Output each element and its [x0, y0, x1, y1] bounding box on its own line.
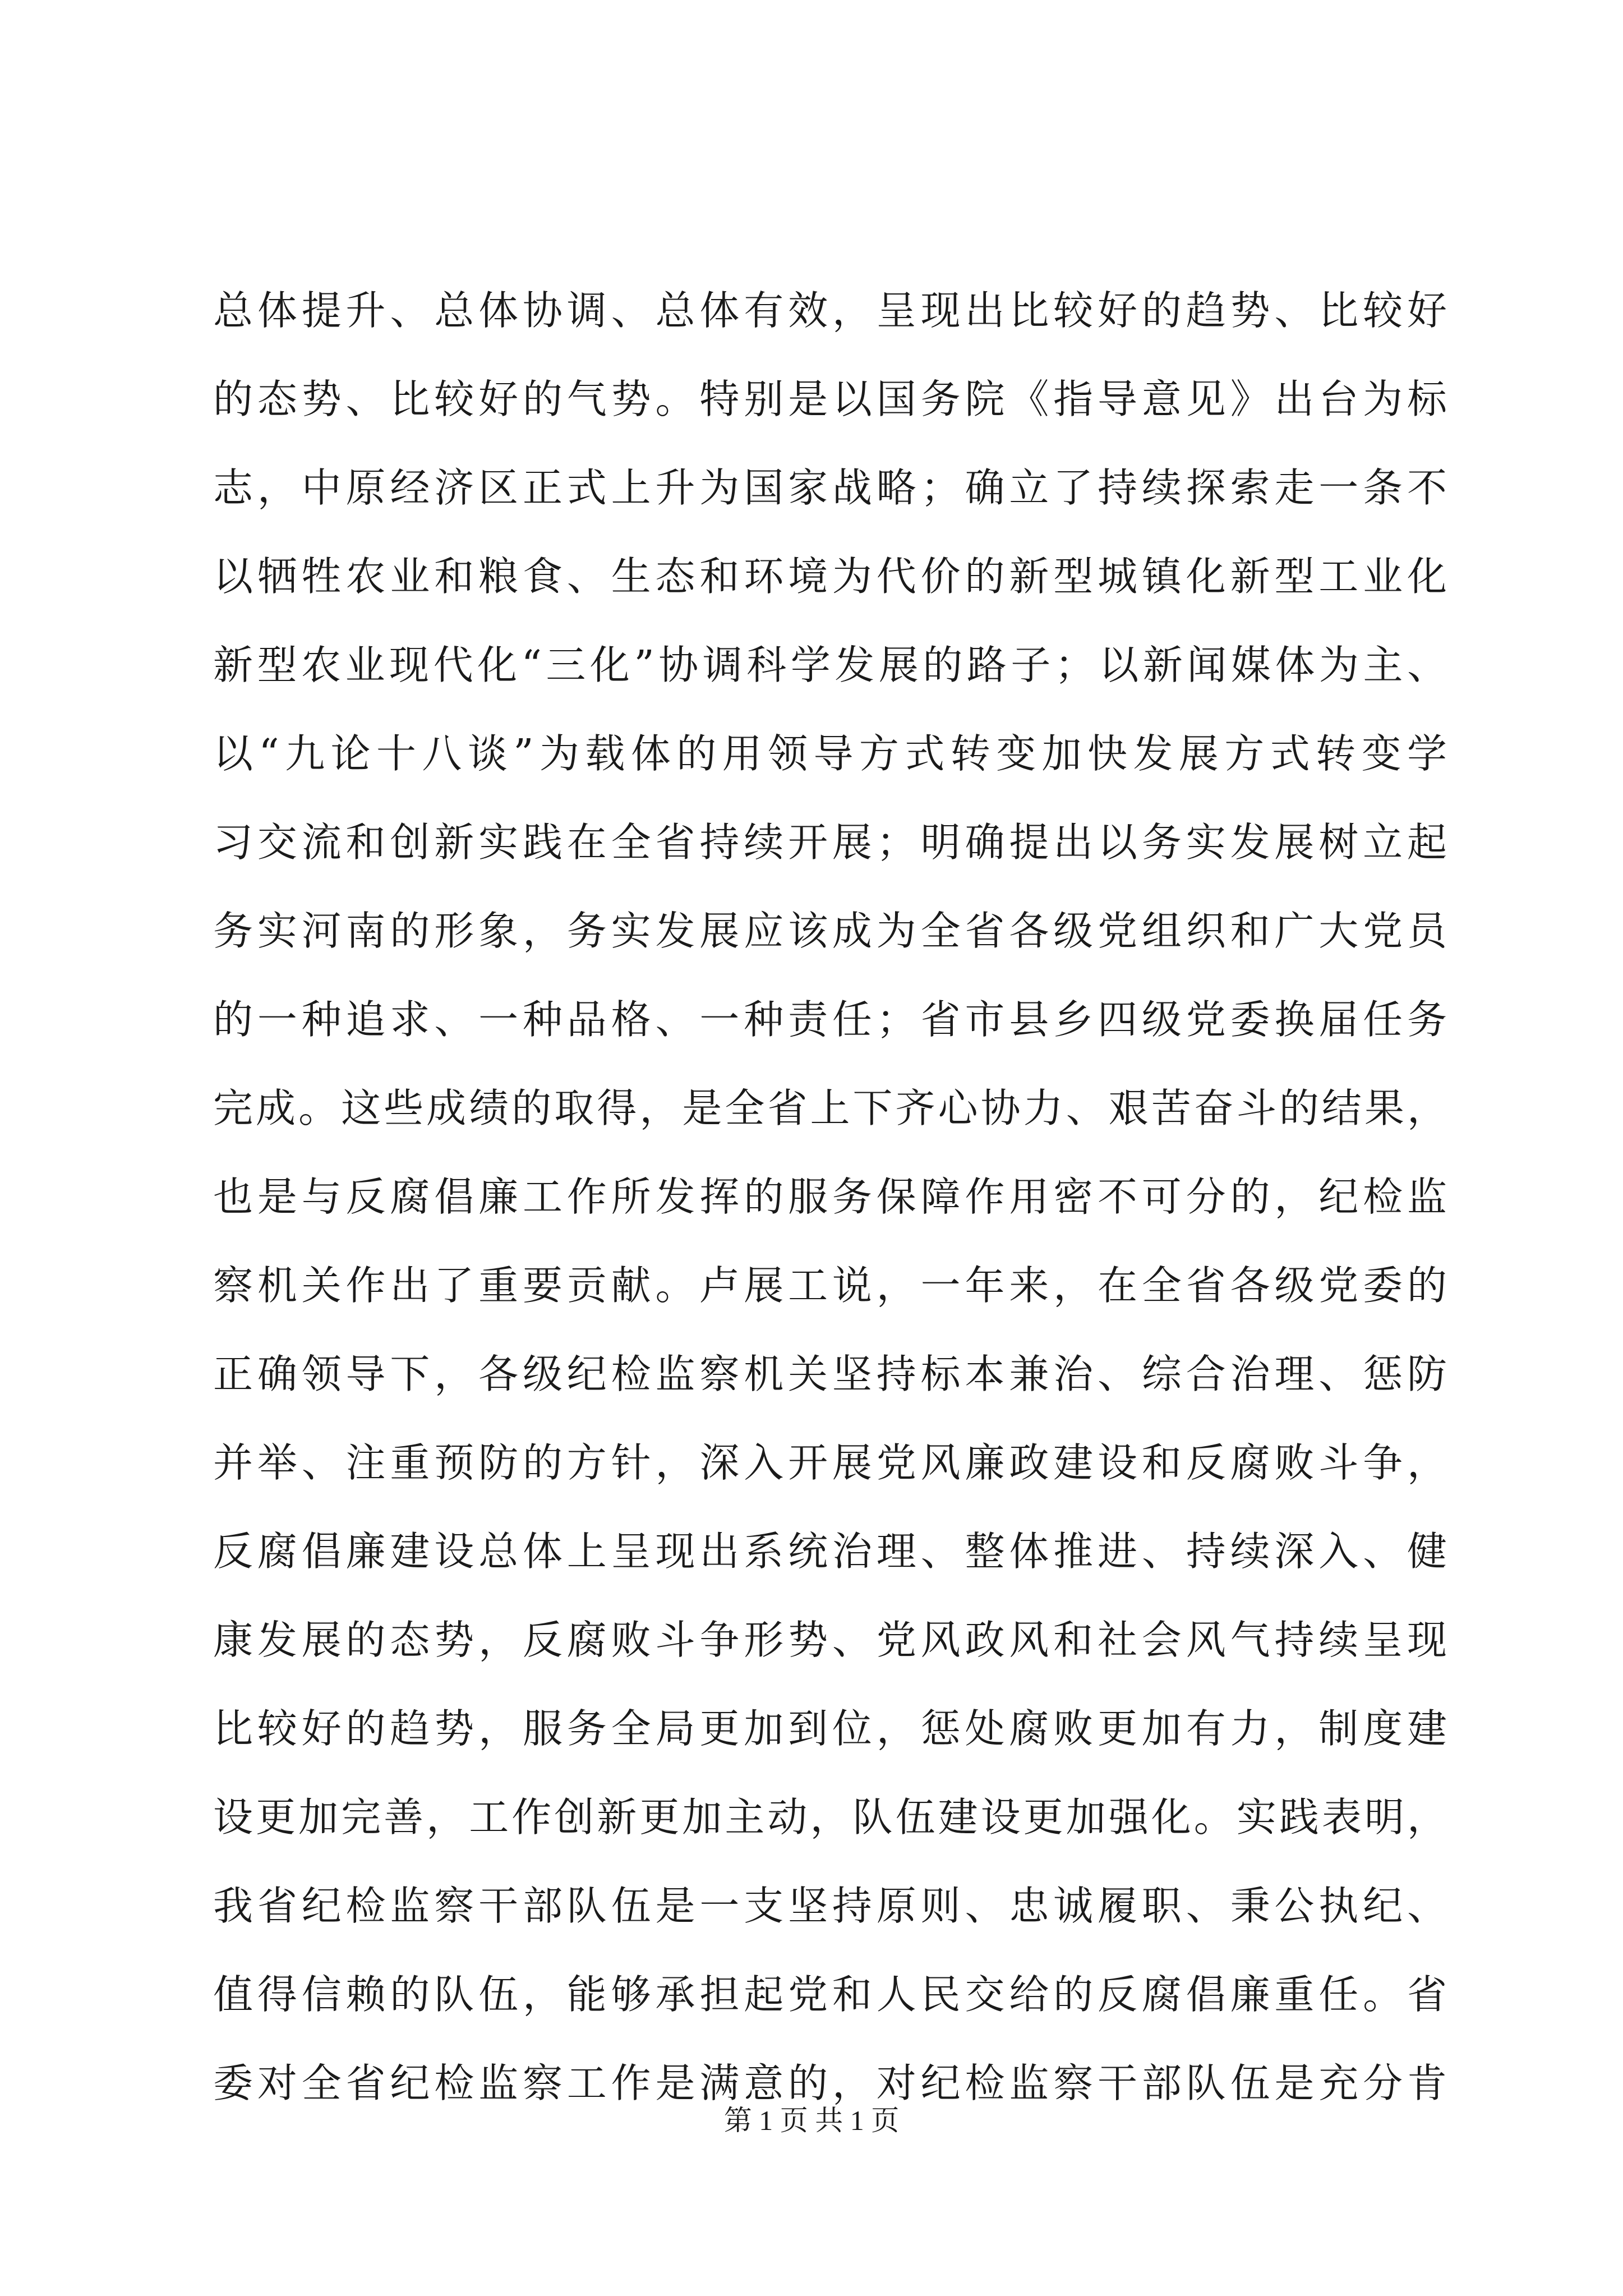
body-line: 比较好的趋势，服务全局更加到位，惩处腐败更加有力，制度建 [213, 1705, 1447, 1752]
body-line: 察机关作出了重要贡献。卢展工说，一年来，在全省各级党委的 [213, 1262, 1447, 1309]
body-line: 康发展的态势，反腐败斗争形势、党风政风和社会风气持续呈现 [213, 1617, 1447, 1663]
page-number-footer: 第 1 页 共 1 页 [723, 2105, 900, 2136]
body-line: 以“九论十八谈”为载体的用领导方式转变加快发展方式转变学 [213, 730, 1447, 777]
body-line: 新型农业现代化“三化”协调科学发展的路子；以新闻媒体为主、 [213, 642, 1447, 688]
body-line: 的一种追求、一种品格、一种责任；省市县乡四级党委换届任务 [213, 996, 1447, 1043]
body-line: 也是与反腐倡廉工作所发挥的服务保障作用密不可分的，纪检监 [213, 1174, 1447, 1220]
body-line: 反腐倡廉建设总体上呈现出系统治理、整体推进、持续深入、健 [213, 1528, 1447, 1575]
body-line: 值得信赖的队伍，能够承担起党和人民交给的反腐倡廉重任。省 [213, 1971, 1447, 2018]
body-line: 习交流和创新实践在全省持续开展；明确提出以务实发展树立起 [213, 819, 1447, 866]
body-line: 的态势、比较好的气势。特别是以国务院《指导意见》出台为标 [213, 376, 1447, 422]
body-line: 务实河南的形象，务实发展应该成为全省各级党组织和广大党员 [213, 908, 1447, 954]
body-line: 志，中原经济区正式上升为国家战略；确立了持续探索走一条不 [213, 464, 1447, 511]
body-line: 以牺牲农业和粮食、生态和环境为代价的新型城镇化新型工业化 [213, 553, 1447, 600]
body-line: 总体提升、总体协调、总体有效，呈现出比较好的趋势、比较好 [213, 287, 1447, 334]
body-line: 设更加完善，工作创新更加主动，队伍建设更加强化。实践表明， [213, 1794, 1447, 1841]
body-line: 完成。这些成绩的取得，是全省上下齐心协力、艰苦奋斗的结果， [213, 1085, 1447, 1131]
document-body [213, 266, 1447, 2128]
body-line: 并举、注重预防的方针，深入开展党风廉政建设和反腐败斗争， [213, 1439, 1447, 1486]
body-line: 委对全省纪检监察工作是满意的，对纪检监察干部队伍是充分肯 [213, 2060, 1447, 2106]
body-line: 正确领导下，各级纪检监察机关坚持标本兼治、综合治理、惩防 [213, 1351, 1447, 1397]
body-line: 我省纪检监察干部队伍是一支坚持原则、忠诚履职、秉公执纪、 [213, 1883, 1447, 1929]
